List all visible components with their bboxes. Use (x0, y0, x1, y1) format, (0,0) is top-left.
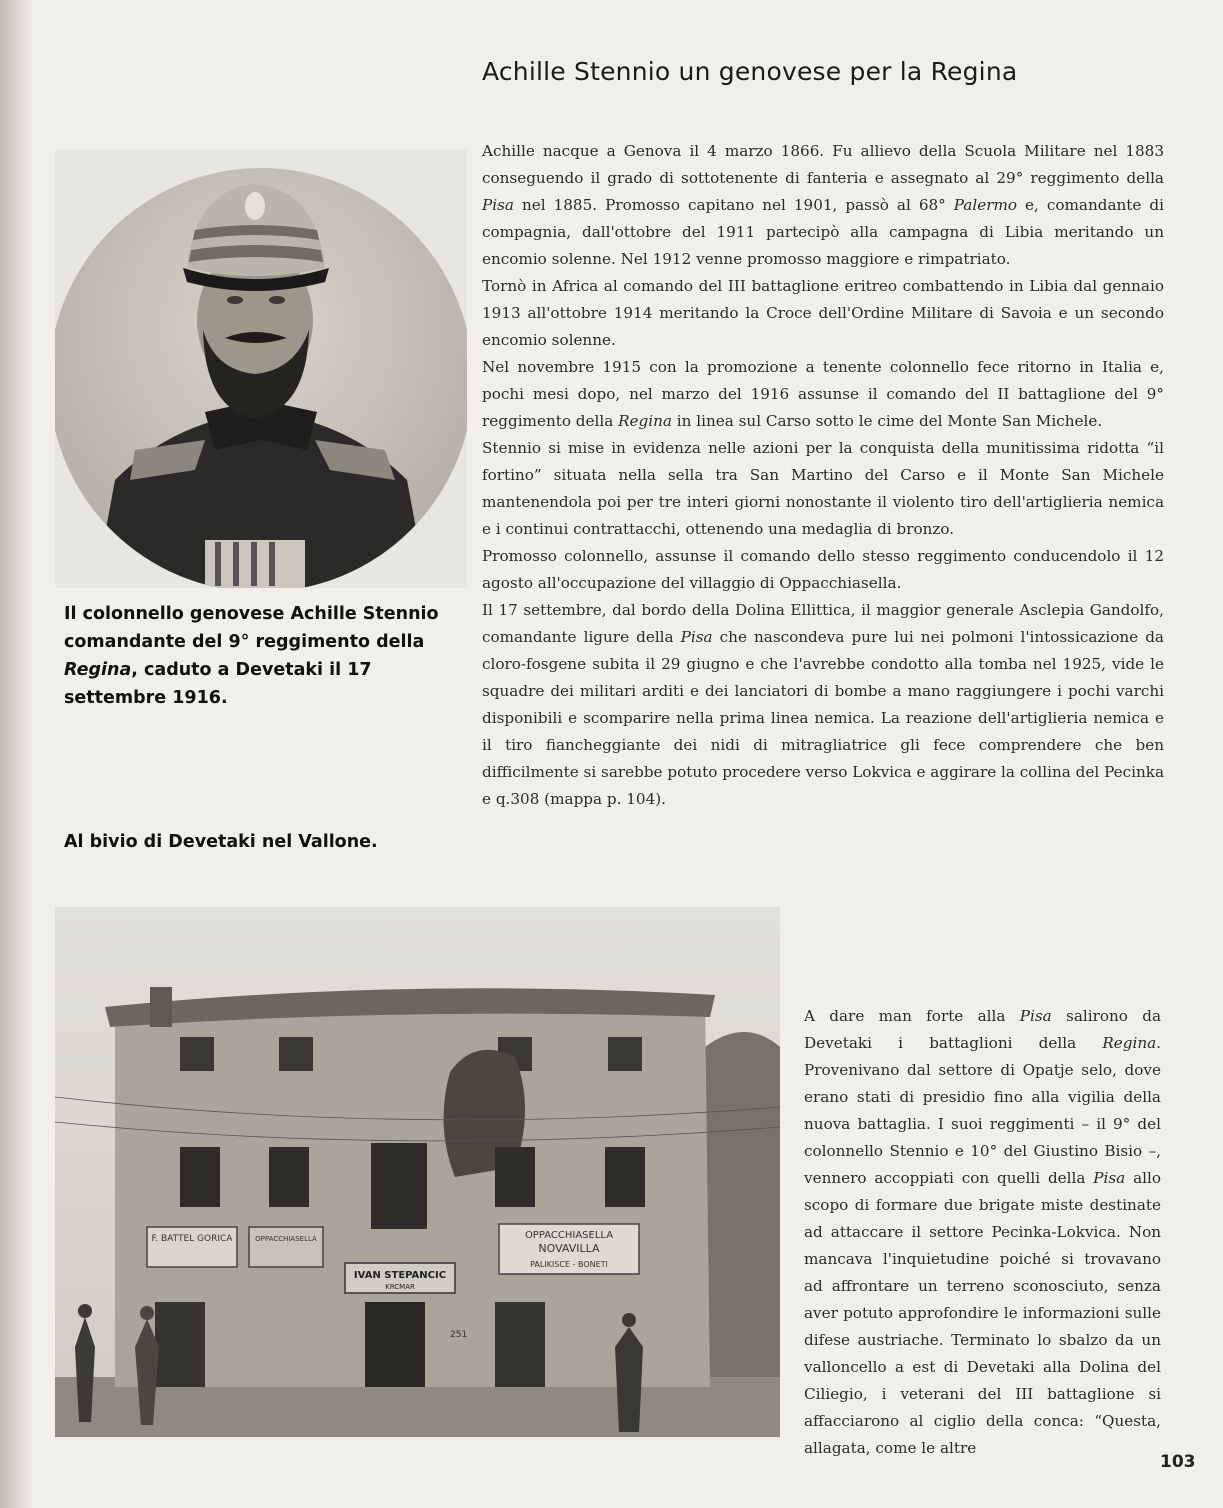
photo-sign-oppacchiasella: OPPACCHIASELLA (524, 1230, 614, 1241)
paragraph: Promosso colonnello, assunse il comando dello stesso reggimento conducendolo il 12 agosto all'occupazione del villaggio di Oppacchiasella. (482, 547, 1164, 592)
paragraph: Tornò in Africa al comando del III battaglione eritreo combattendo in Libia dal gennaio 1913 all'ottobre 1914 meritando la Croce dell'Ordine Militare di Savoia e un secondo encomio solenne. (482, 277, 1164, 349)
portrait-photo (55, 150, 467, 588)
paragraph: Il 17 settembre, dal bordo della Dolina Ellittica, il maggior generale Asclepia Gandolfo, comandante ligure della Pisa che nascondeva pure lui nei polmoni l'intossicazione da cloro-fosgene subita il 29 giugno e che l'avrebbe condotto alla tomba nel 1925, vide le squadre dei militari arditi e dei lanciatori di bombe a mano raggiungere i pochi varchi disponibili e scomparire nella prima linea nemica. La reazione dell'artiglieria nemica e il tiro fiancheggiante dei nidi di mitragliatrice gli fece comprendere che ben difficilmente si sarebbe potuto procedere verso Lokvica e aggirare la collina del Pecinka e q.308 (mappa p. 104). (482, 601, 1164, 808)
photo-house-number: 251 (450, 1330, 468, 1340)
portrait-caption: Il colonnello genovese Achille Stennio comandante del 9° reggimento della Regina, caduto a Devetaki il 17 settembre 1916. (64, 604, 439, 708)
photo-caption: Al bivio di Devetaki nel Vallone. (64, 832, 378, 852)
paragraph: Stennio si mise in evidenza nelle azioni per la conquista della munitissima ridotta “il fortino” situata nella sella tra San Martino del Carso e il Monte San Michele mantenendola poi per tre interi giorni nonostante il violento tiro dell'artiglieria nemica e i continui contrattacchi, ottenendo una medaglia di bronzo. (482, 439, 1164, 538)
photo-sign-palikisce: PALIKISCE - BONETI (530, 1260, 608, 1269)
article-body-continued (804, 1003, 1161, 1462)
photo-sign-battel: F. BATTEL GORICA (151, 1234, 233, 1244)
page-title: Achille Stennio un genovese per la Regina (482, 57, 1018, 86)
photo-sign-stepancic: IVAN STEPANCIC (353, 1270, 447, 1281)
paragraph: A dare man forte alla Pisa salirono da Devetaki i battaglioni della Regina. Provenivano dal settore di Opatje selo, dove erano stati di presidio fino alla vigilia della nuova battaglia. I suoi reggimenti – il 9° del colonnello Stennio e 10° del Giustino Bisio –, vennero accoppiati con quelli della Pisa allo scopo di formare due brigate miste destinate ad attaccare il settore Pecinka-Lokvica. Non mancava l'inquietudine poiché si trovavano ad affrontare un terreno sconosciuto, senza aver potuto approfondire le informazioni sulle difese austriache. Terminato lo sbalzo da un valloncello a est di Devetaki alla Dolina del Ciliegio, i veterani del III battaglione si affacciarono al ciglio della conca: “Questa, allagata, come le altre (804, 1007, 1162, 1457)
photo-sign-novavilla: NOVAVILLA (538, 1242, 600, 1255)
article-body (482, 138, 1164, 813)
photo-sign-small: OPPACCHIASELLA (255, 1235, 317, 1243)
page-number: 103 (1160, 1452, 1196, 1472)
devetaki-building-photo (55, 907, 780, 1437)
page-gutter-shadow (0, 0, 34, 1508)
paragraph: Achille nacque a Genova il 4 marzo 1866. Fu allievo della Scuola Militare nel 1883 conseguendo il grado di sottotenente di fanteria e assegnato al 29° reggimento della Pisa nel 1885. Promosso capitano nel 1901, passò al 68° Palermo e, comandante di compagnia, dall'ottobre del 1911 partecipò alla campagna di Libia meritando un encomio solenne. Nel 1912 venne promosso maggiore e rimpatriato. (482, 142, 1164, 268)
photo-sign-krcmar: KRCMAR (385, 1283, 415, 1291)
paragraph: Nel novembre 1915 con la promozione a tenente colonnello fece ritorno in Italia e, pochi mesi dopo, nel marzo del 1916 assunse il comando del II battaglione del 9° reggimento della Regina in linea sul Carso sotto le cime del Monte San Michele. (482, 358, 1164, 430)
